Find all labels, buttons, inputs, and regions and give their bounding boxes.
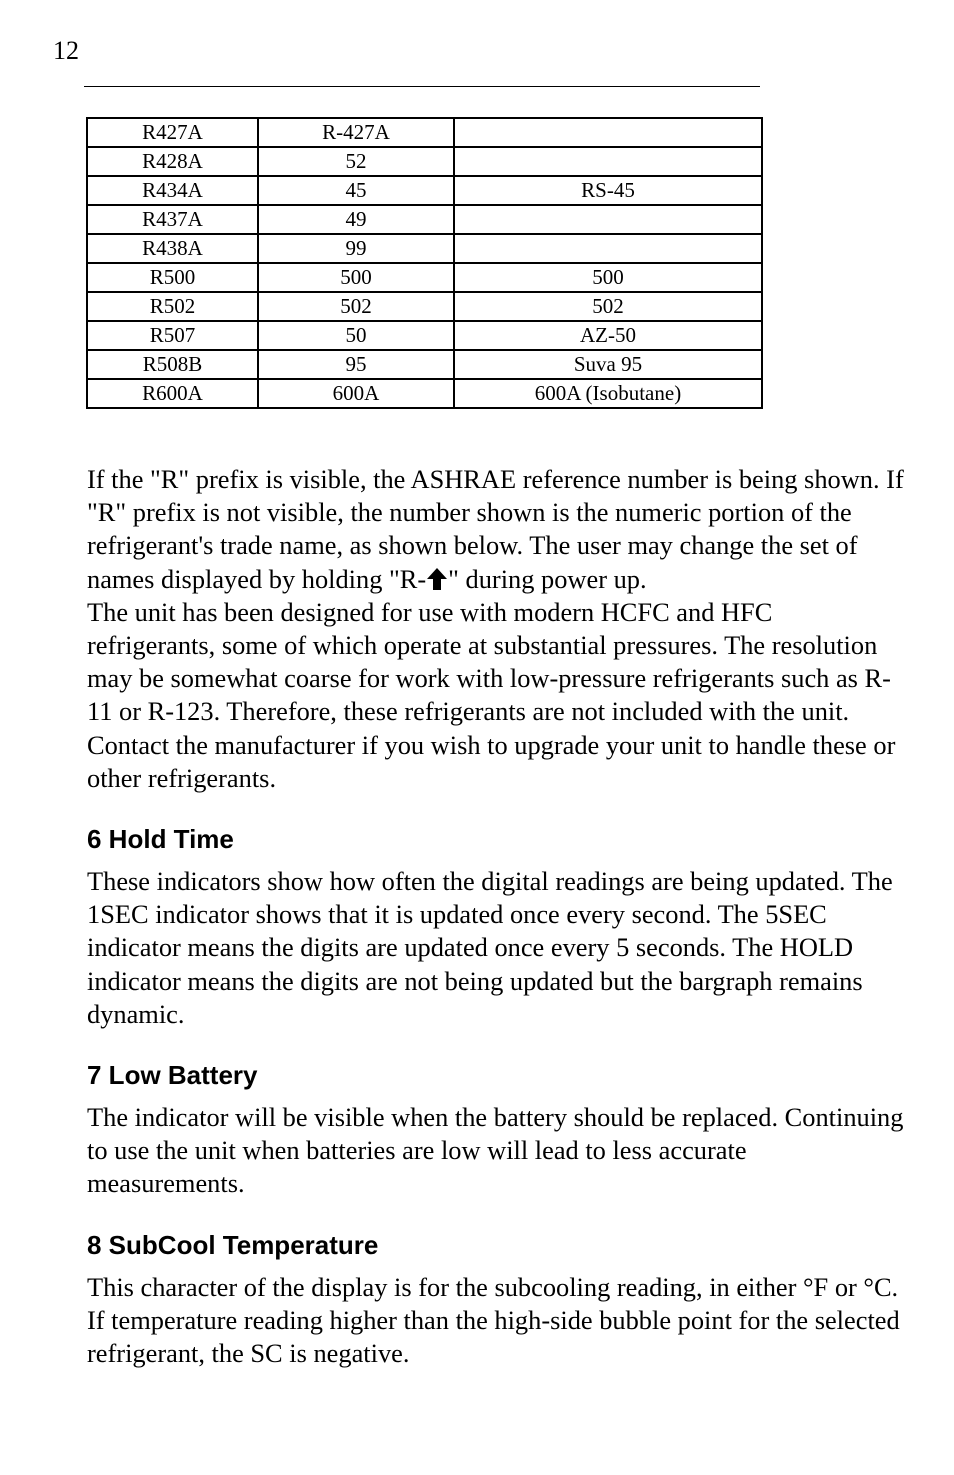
table-cell: AZ-50 <box>454 321 762 350</box>
table-row <box>87 118 762 147</box>
table-row <box>87 321 762 350</box>
table-cell: 600A <box>258 379 454 408</box>
table-cell <box>454 205 762 234</box>
table-cell: R502 <box>87 292 258 321</box>
table-cell <box>454 147 762 176</box>
table-cell: R428A <box>87 147 258 176</box>
refrigerant-table <box>86 117 763 409</box>
up-arrow-icon <box>426 566 448 590</box>
table-cell: R-427A <box>258 118 454 147</box>
table-cell: 45 <box>258 176 454 205</box>
table-row <box>87 379 762 408</box>
table-row <box>87 350 762 379</box>
table-cell: 99 <box>258 234 454 263</box>
table-cell: R437A <box>87 205 258 234</box>
page-content <box>87 463 907 1370</box>
table-cell: 500 <box>454 263 762 292</box>
section-body-low-battery: The indicator will be visible when the battery should be replaced. Continuing to use the unit when batteries are low will lead to less accurate measurements. <box>87 1102 904 1199</box>
page-number: 12 <box>53 36 79 65</box>
table-row <box>87 263 762 292</box>
table-cell <box>454 234 762 263</box>
table-cell: R438A <box>87 234 258 263</box>
section-heading-low-battery: 7 Low Battery <box>87 1060 258 1091</box>
table-row <box>87 147 762 176</box>
intro-text-before-arrow: If the "R" prefix is visible, the ASHRAE reference number is being shown. If "R" prefix is not visible, the number shown is the numeric portion of the refrigerant's trade name, as shown below. The user may change the set of names displayed by holding "R- <box>87 464 904 594</box>
table-cell: 52 <box>258 147 454 176</box>
table-cell: 50 <box>258 321 454 350</box>
table-cell: 49 <box>258 205 454 234</box>
table-cell: 500 <box>258 263 454 292</box>
table-cell: 95 <box>258 350 454 379</box>
table-row <box>87 234 762 263</box>
intro-paragraph-refrigerants: The unit has been designed for use with modern HCFC and HFC refrigerants, some of which operate at substantial pressures. The resolution may be somewhat coarse for work with low-pressure refrigerants such as R-11 or R-123. Therefore, these refrigerants are not included with the unit. Contact the manufacturer if you wish to upgrade your unit to handle these or other refrigerants. <box>87 596 896 793</box>
table-cell: R600A <box>87 379 258 408</box>
table-cell: Suva 95 <box>454 350 762 379</box>
table-cell: R427A <box>87 118 258 147</box>
table-row <box>87 292 762 321</box>
table-cell: 502 <box>258 292 454 321</box>
table-row <box>87 176 762 205</box>
table-cell: RS-45 <box>454 176 762 205</box>
section-body-hold-time: These indicators show how often the digital readings are being updated. The 1SEC indicator shows that it is updated once every second. The 5SEC indicator means the digits are updated once every 5 seconds. The HOLD indicator means the digits are not being updated but the bargraph remains dynamic. <box>87 866 893 1029</box>
section-body-subcool: This character of the display is for the subcooling reading, in either °F or °C. If temperature reading higher than the high-side bubble point for the selected refrigerant, the SC is negative. <box>87 1271 900 1369</box>
table-cell: R434A <box>87 176 258 205</box>
header-rule <box>84 86 760 87</box>
table-cell: R507 <box>87 321 258 350</box>
intro-paragraph-prefix <box>87 463 907 596</box>
intro-text-after-arrow: " during power up. <box>448 563 647 594</box>
table-cell: 502 <box>454 292 762 321</box>
section-heading-subcool: 8 SubCool Temperature <box>87 1229 379 1260</box>
table-cell: R508B <box>87 350 258 379</box>
table-cell: R500 <box>87 263 258 292</box>
table-cell <box>454 118 762 147</box>
table-row <box>87 205 762 234</box>
section-heading-hold-time: 6 Hold Time <box>87 824 234 855</box>
table-cell: 600A (Isobutane) <box>454 379 762 408</box>
